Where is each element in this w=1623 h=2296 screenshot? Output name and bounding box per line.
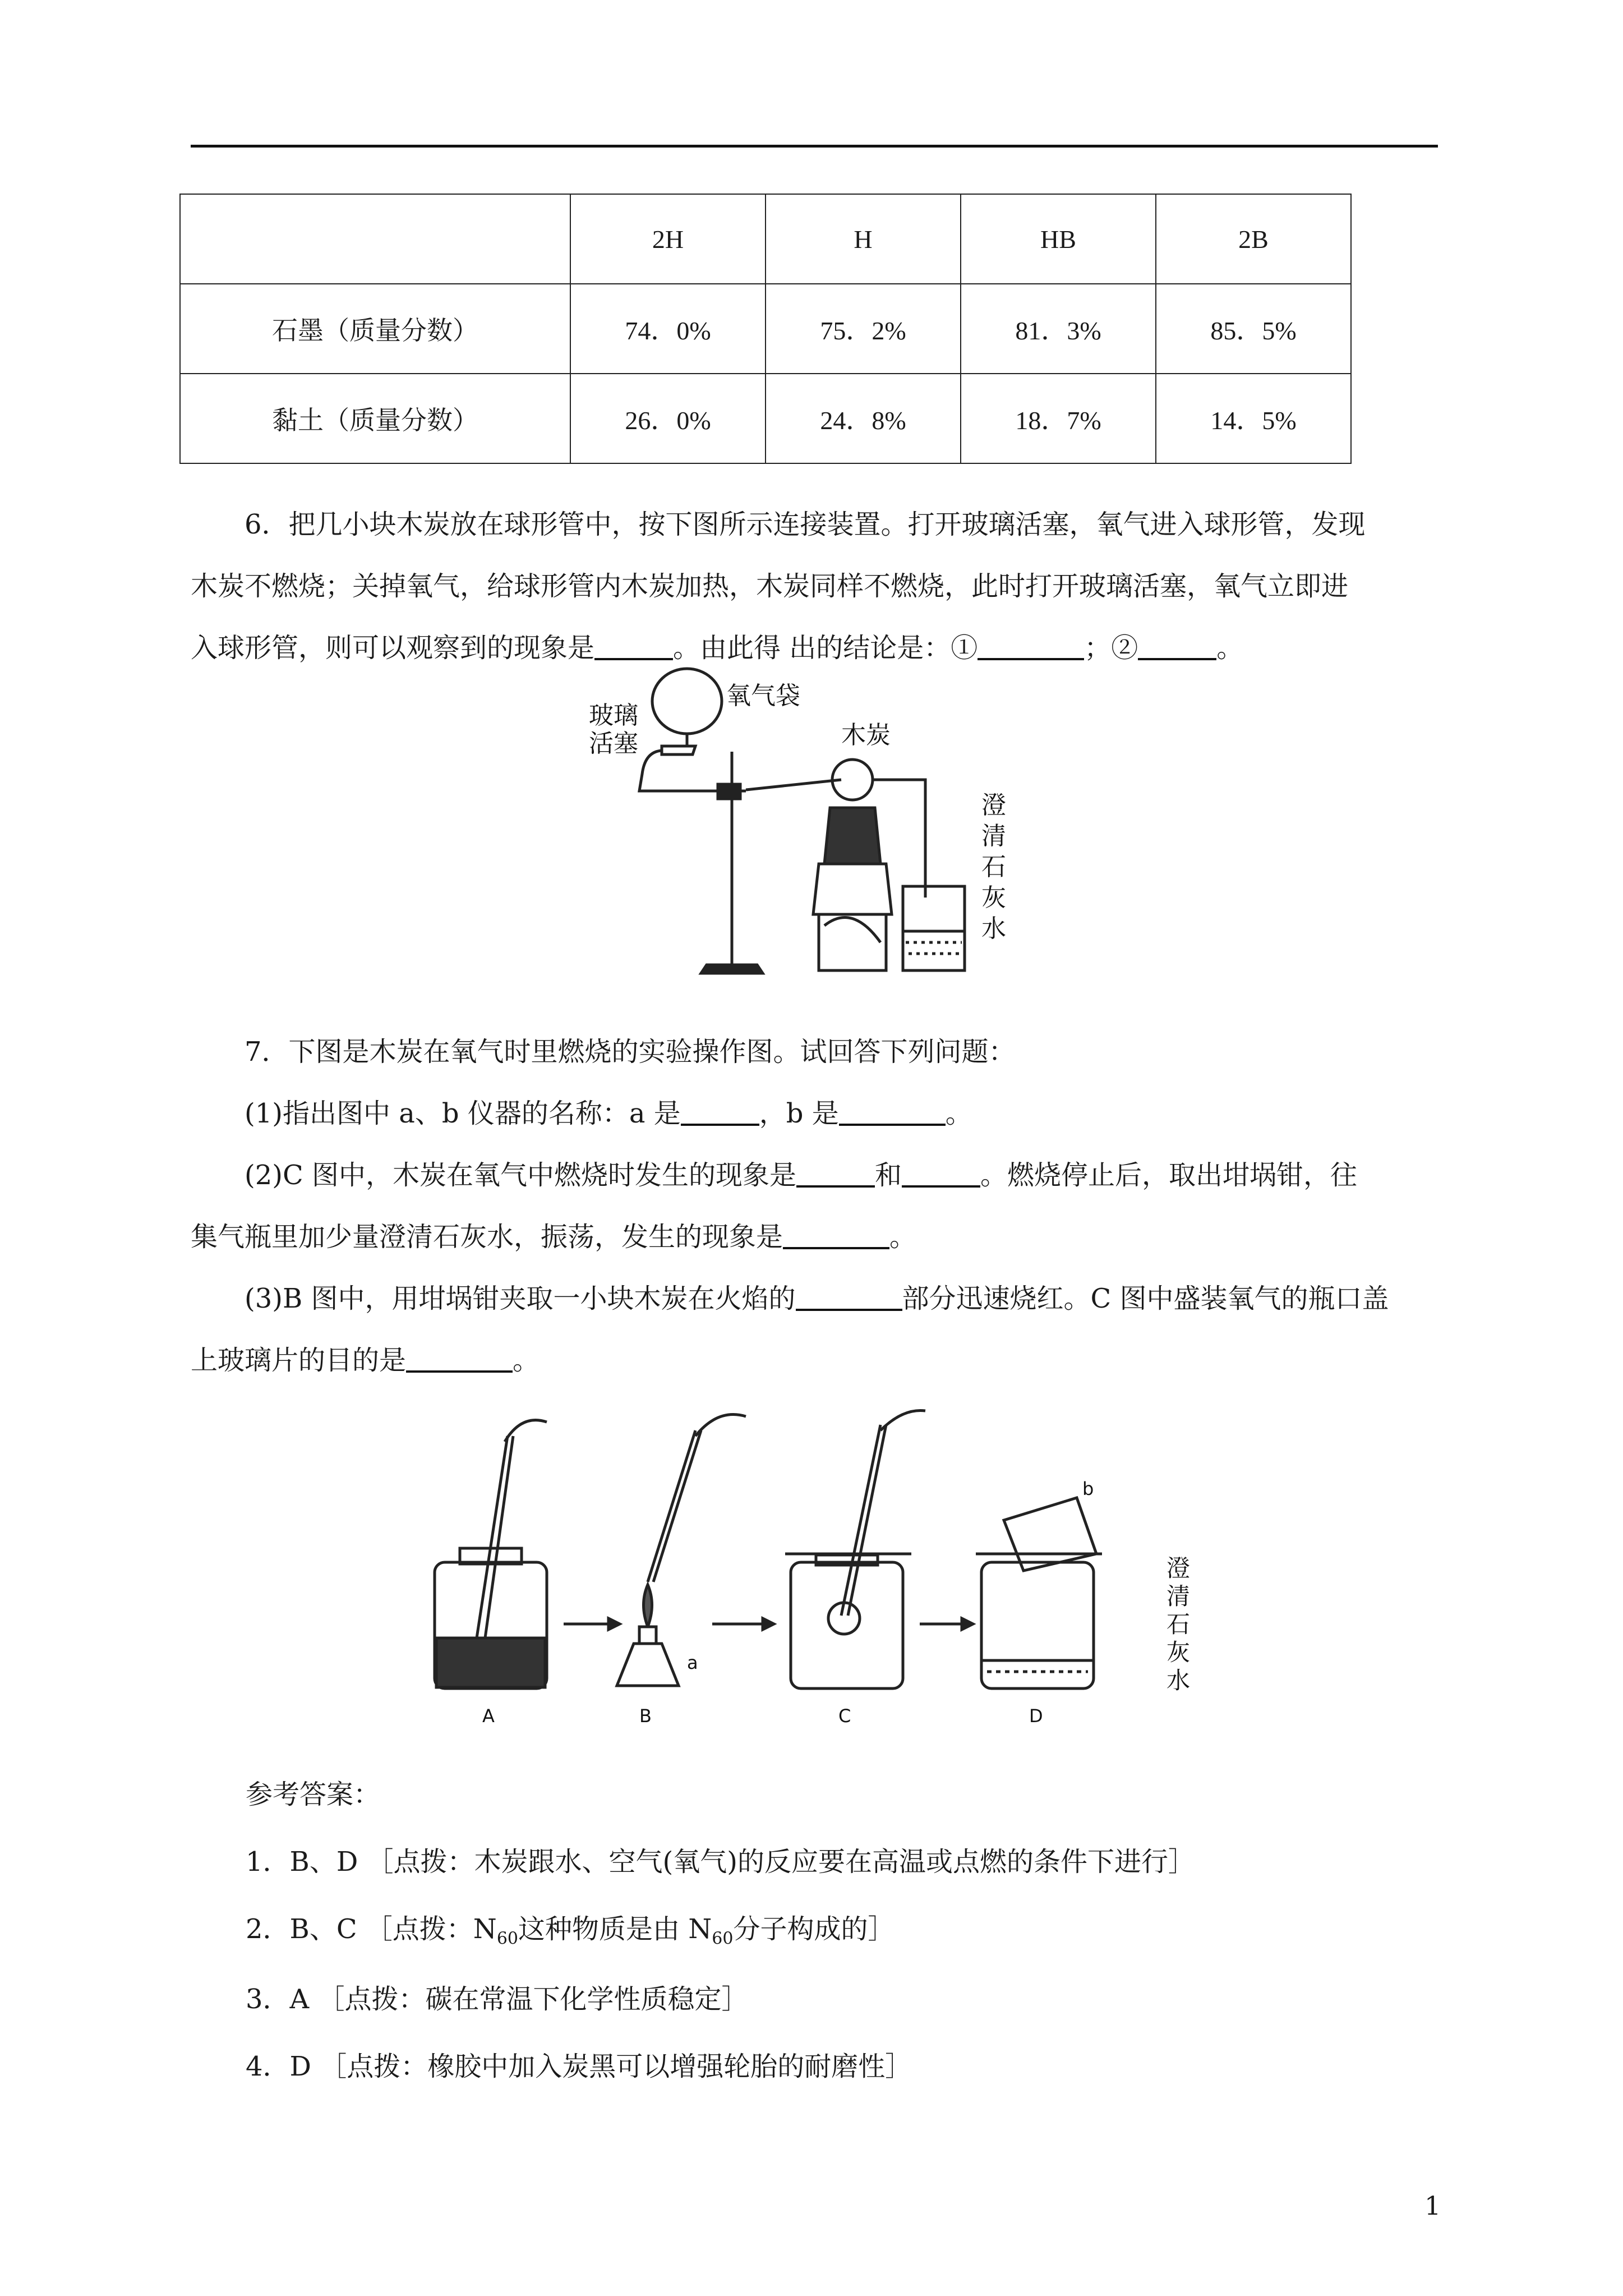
table-row <box>180 374 1351 463</box>
q6-text: 入球形管，则可以观察到的现象是 <box>191 632 595 664</box>
jar-a <box>435 1420 547 1688</box>
answers-title: 参考答案： <box>246 1779 381 1810</box>
subscript: 60 <box>712 1929 734 1949</box>
charcoal-apparatus-figure <box>578 662 1054 987</box>
q7-text: 。 <box>513 1345 540 1376</box>
oxygen-bag-shape <box>652 669 722 734</box>
answer-blank[interactable] <box>783 1220 889 1249</box>
label-step-c: C <box>838 1705 851 1727</box>
combustion-steps-figure <box>415 1391 1245 1739</box>
label-b: b <box>1082 1478 1094 1499</box>
answer-2-text: 2．B、C ［点拨：N <box>246 1913 497 1945</box>
label-limewater: 清 <box>981 822 1006 850</box>
table-header-cell: 2B <box>1156 194 1351 284</box>
table-row <box>180 284 1351 374</box>
q7-text: 部分迅速烧红。C 图中盛装氧气的瓶口盖 <box>902 1283 1389 1314</box>
label-limewater: 澄 <box>981 791 1006 820</box>
answer-2-text: 分子构成的］ <box>733 1913 895 1945</box>
q7-text: 。燃烧停止后，取出坩埚钳，往 <box>980 1159 1358 1191</box>
label-limewater: 水 <box>981 914 1006 943</box>
answer-blank[interactable] <box>681 1097 759 1126</box>
label-charcoal: 木炭 <box>841 721 891 749</box>
table-cell: 74．0% <box>570 284 766 374</box>
jar-c <box>785 1410 925 1688</box>
table-cell: 14．5% <box>1156 374 1351 463</box>
q6-text: 。由此得 出的结论是：① <box>673 632 978 664</box>
answer-4: 4．D ［点拨：橡胶中加入炭黑可以增强轮胎的耐磨性］ <box>246 2051 912 2082</box>
answer-2-text: 这种物质是由 N <box>518 1913 712 1945</box>
label-valve: 活塞 <box>589 729 638 758</box>
answer-blank[interactable] <box>839 1097 946 1126</box>
q7-text: 。 <box>889 1221 917 1253</box>
q7-part-2-cont <box>191 1206 1453 1268</box>
table-header-cell: H <box>766 194 961 284</box>
q7-text: (1)指出图中 a、b 仪器的名称：a 是 <box>245 1098 681 1129</box>
label-limewater: 石 <box>981 853 1006 881</box>
q7-part-3-cont <box>191 1329 1453 1391</box>
table-cell: 24．8% <box>766 374 961 463</box>
q7-text: 和 <box>874 1159 902 1191</box>
table-header-cell: HB <box>961 194 1156 284</box>
table-cell: 85．5% <box>1156 284 1351 374</box>
row-label: 石墨（质量分数） <box>180 284 570 374</box>
q7-text: (3)B 图中，用坩埚钳夹取一小块木炭在火焰的 <box>245 1283 796 1314</box>
label-limewater: 清 <box>1166 1582 1191 1610</box>
label-oxygen-bag: 氧气袋 <box>726 682 800 710</box>
q6-text: ；② <box>1084 632 1138 664</box>
q7-text: 集气瓶里加少量澄清石灰水，振荡，发生的现象是 <box>191 1221 783 1253</box>
answer-blank[interactable] <box>796 1282 902 1311</box>
question-6 <box>191 494 1453 679</box>
answer-blank[interactable] <box>406 1343 513 1373</box>
label-step-b: B <box>639 1705 652 1727</box>
q6-line: 木炭不燃烧；关掉氧气，给球形管内木炭加热，木炭同样不燃烧，此时打开玻璃活塞，氧气立即进 <box>191 570 1349 602</box>
table-cell: 26．0% <box>570 374 766 463</box>
table-header-cell: 2H <box>570 194 766 284</box>
label-limewater: 灰 <box>981 884 1006 912</box>
q7-text: ，b 是 <box>759 1098 839 1129</box>
answer-blank[interactable] <box>796 1158 875 1188</box>
q7-part-3 <box>191 1268 1453 1329</box>
q6-line: 6．把几小块木炭放在球形管中，按下图所示连接装置。打开玻璃活塞，氧气进入球形管，发现 <box>245 509 1366 540</box>
label-a: a <box>687 1652 698 1673</box>
q7-text: (2)C 图中，木炭在氧气中燃烧时发生的现象是 <box>245 1159 796 1191</box>
row-label: 黏土（质量分数） <box>180 374 570 463</box>
q7-part-1 <box>191 1083 1453 1144</box>
label-limewater: 石 <box>1166 1611 1191 1638</box>
page-number: 1 <box>1424 2191 1441 2221</box>
table-cell: 18．7% <box>961 374 1156 463</box>
label-step-a: A <box>482 1705 495 1727</box>
label-step-d: D <box>1029 1705 1043 1727</box>
question-7 <box>191 1021 1453 1391</box>
answer-blank[interactable] <box>978 631 1084 660</box>
header-rule <box>191 145 1438 148</box>
table-cell: 81．3% <box>961 284 1156 374</box>
q7-text: 。 <box>945 1098 972 1129</box>
label-limewater: 水 <box>1166 1667 1191 1694</box>
answer-1: 1．B、D ［点拨：木炭跟水、空气(氧气)的反应要在高温或点燃的条件下进行］ <box>246 1846 1196 1878</box>
lamp-b <box>617 1415 746 1686</box>
answer-blank[interactable] <box>902 1158 980 1188</box>
answer-blank[interactable] <box>1138 631 1216 660</box>
table-header-cell <box>180 194 570 284</box>
jar-d <box>976 1498 1102 1688</box>
table-header-row <box>180 194 1351 284</box>
q6-text: 。 <box>1216 632 1244 664</box>
q7-intro: 7．下图是木炭在氧气时里燃烧的实验操作图。试回答下列问题： <box>245 1036 1016 1068</box>
q7-part-2 <box>191 1144 1453 1206</box>
label-valve: 玻璃 <box>589 701 638 730</box>
answer-2 <box>246 1907 895 1949</box>
q7-text: 上玻璃片的目的是 <box>191 1345 407 1376</box>
label-limewater: 灰 <box>1166 1639 1191 1666</box>
subscript: 60 <box>496 1929 518 1949</box>
answer-3: 3．A ［点拨：碳在常温下化学性质稳定］ <box>246 1984 749 2015</box>
answer-blank[interactable] <box>594 631 673 660</box>
table-cell: 75．2% <box>766 284 961 374</box>
composition-table <box>179 194 1352 464</box>
label-limewater: 澄 <box>1166 1554 1191 1582</box>
